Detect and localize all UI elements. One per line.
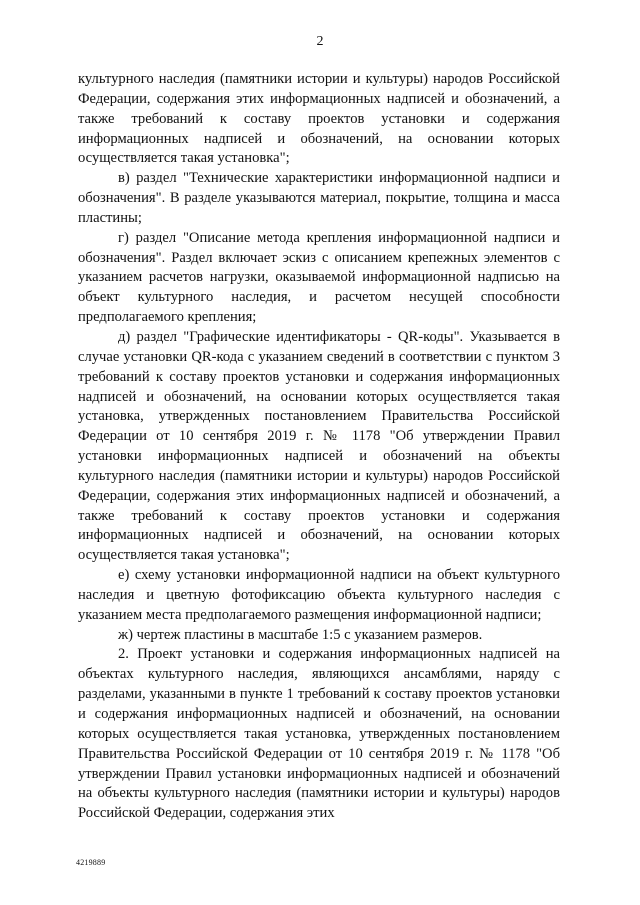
paragraph-item-e-installation-scheme: е) схему установки информационной надписи на объект культурного наследия и цветную фотофиксацию объекта культурного наследия с указанием места предполагаемого размещения информационной надписи; bbox=[78, 567, 560, 623]
paragraph-item-zh-plate-drawing: ж) чертеж пластины в масштабе 1:5 с указанием размеров. bbox=[118, 626, 483, 643]
paragraph-clause-2-ensembles: 2. Проект установки и содержания информационных надписей на объектах культурного наследия, являющихся ансамблями, наряду с разделами, указанными в пункте 1 требований к составу проектов установки и содержания информационных надписей и обозначений, на основании которых осуществляется такая установка, утвержденных постановлением Правительства Российской Федерации от 10 сентября 2019 г. № 1178 "Об утверждении Правил установки информационных надписей и обозначений на объекты культурного наследия (памятники истории и культуры) народов Российской Федерации, содержания этих bbox=[78, 646, 560, 822]
document-body bbox=[78, 70, 560, 824]
paragraph-item-d-qr-codes: д) раздел "Графические идентификаторы - QR-коды". Указывается в случае установки QR-кода с указанием сведений в соответствии с пунктом 3 требований к составу проектов установки и содержания информационных надписей и обозначений, на основании которых осуществляется такая установка, утвержденных постановлением Правительства Российской Федерации от 10 сентября 2019 г. № 1178 "Об утверждении Правил установки информационных надписей и обозначений на объекты культурного наследия (памятники истории и культуры) народов Российской Федерации, содержания этих информационных надписей и обозначений, а также требований к составу проектов установки и содержания информационных надписей и обозначений, на основании которых осуществляется такая установка"; bbox=[78, 328, 560, 564]
document-code: 4219889 bbox=[76, 858, 106, 867]
paragraph-item-v-technical-characteristics: в) раздел "Технические характеристики информационной надписи и обозначения". В разделе указываются материал, покрытие, толщина и масса пластины; bbox=[78, 170, 560, 226]
paragraph-continuation: культурного наследия (памятники истории и культуры) народов Российской Федерации, содержания этих информационных надписей и обозначений, а также требований к составу проектов установки и содержания информационных надписей и обозначений, на основании которых осуществляется такая установка"; bbox=[78, 71, 560, 167]
paragraph-item-g-mounting-method: г) раздел "Описание метода крепления информационной надписи и обозначения". Раздел включает эскиз с описанием крепежных элементов с указанием расчетов нагрузки, оказываемой информационной надписью на объект культурного наследия, и расчетом несущей способности предполагаемого крепления; bbox=[78, 229, 560, 326]
page-number: 2 bbox=[316, 34, 324, 49]
